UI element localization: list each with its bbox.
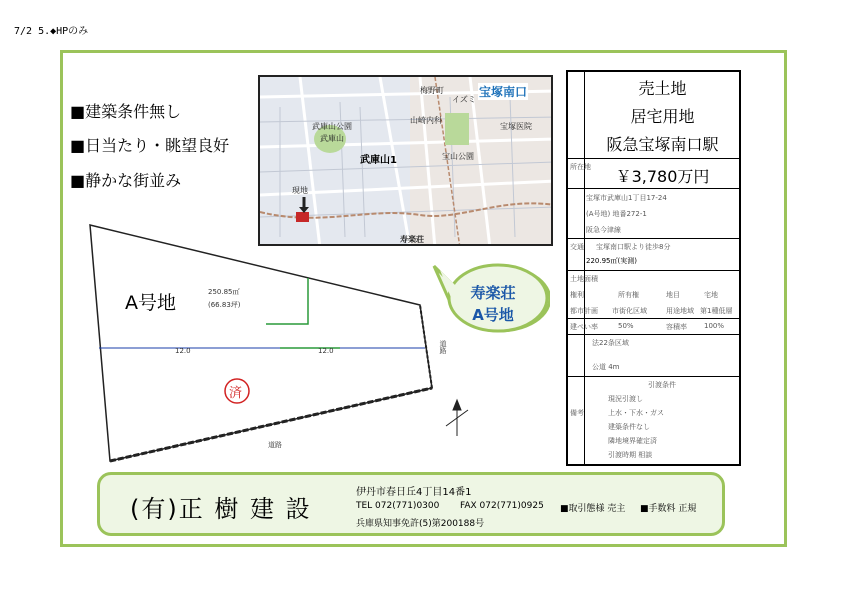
table-divider [568,318,739,319]
plot-side-road-label: 道路 [439,340,447,354]
map-label-izumi: イズミ [452,95,476,104]
company-address: 伊丹市春日丘4丁目14番1 [356,487,472,498]
table-label-remarks: 備考 [570,409,584,417]
table-remark-item: 上水・下水・ガス [608,409,664,417]
plot-dimension-left: 12.0 [175,347,191,355]
property-table [566,70,741,466]
table-remark-item: 隣地境界確定済 [608,437,657,445]
table-address: 宝塚市武庫山1丁目17-24 [586,194,667,202]
company-fee: ■手数料 正規 [640,504,697,514]
map-label-hospital: 宝塚医院 [500,122,532,131]
company-name: (有)正 樹 建 設 [130,495,312,523]
table-label-category: 地目 [666,291,680,299]
header-note: 7/2 5.◆HPのみ [14,26,89,37]
table-restrictions: 法22条区域 [592,339,629,347]
table-divider [568,376,739,377]
table-label-far: 容積率 [666,323,687,331]
plot-lot-name: A号地 [125,292,176,314]
table-divider [568,270,739,271]
table-category: 売土地 [638,79,687,98]
table-divider [568,188,739,189]
map-station-label: 宝塚南口 [479,85,528,99]
table-label-address: 所在地 [570,163,591,171]
map-label-site: 現地 [292,186,308,195]
table-city-planning: 市街化区域 [612,307,647,315]
map-label-jurakuso: 寿楽荘 [400,235,424,244]
table-label-land-area: 土地面積 [570,275,598,283]
map-label-hozan-park: 宝山公園 [442,152,474,161]
table-divider [568,334,739,335]
table-land-category: 宅地 [704,291,718,299]
feature-quiet-street: ■静かな街並み [70,171,182,190]
table-label-access: 交通 [570,243,584,251]
feature-no-building-condition: ■建築条件無し [70,102,182,121]
company-fax: FAX 072(771)0925 [460,501,544,511]
map-label-clinic: 山崎内科 [410,116,442,125]
table-remark-item: 引渡時期 相談 [608,451,653,459]
callout-line2: A号地 [472,306,514,324]
plot-road-label: 道路 [268,441,282,449]
company-tel: TEL 072(771)0300 [356,501,440,511]
map-label-park: 武庫山公園 [312,122,352,131]
table-remarks-title: 引渡条件 [648,381,676,389]
table-station: 阪急宝塚南口駅 [606,135,719,154]
company-license: 兵庫県知事免許(5)第200188号 [356,519,485,529]
table-remark-item: 建築条件なし [608,423,650,431]
callout-line1: 寿楽荘 [470,284,516,302]
plot-stamp: 済 [229,386,243,401]
table-use: 居宅用地 [630,107,695,126]
table-divider [568,238,739,239]
plot-area-sqm: 250.85㎡ [208,288,240,296]
plot-plan [80,220,480,470]
table-access: 宝塚南口駅より徒歩8分 [596,243,671,251]
table-road: 公道 4m [592,363,620,371]
table-line: 阪急今津線 [586,226,621,234]
table-price: ￥3,780万円 [615,167,710,186]
table-label-rights: 権利 [570,291,584,299]
company-deal-type: ■取引態様 売主 [560,504,626,514]
callout-text [458,282,528,326]
table-land-area: 220.95㎡(実測) [586,257,637,265]
feature-sunlight-view: ■日当たり・眺望良好 [70,136,230,155]
map-district-label: 武庫山1 [360,155,397,166]
table-label-zoning: 用途地域 [666,307,694,315]
table-zoning: 第1種低層 [700,307,733,315]
table-divider [568,158,739,159]
table-far: 100% [704,322,725,330]
table-land-rights: 所有権 [618,291,639,299]
table-lot-number: (A号地) 地番272-1 [586,210,647,218]
table-label-column-divider [584,72,585,464]
map-label-mukoyama: 武庫山 [320,134,344,143]
plot-area-tsubo: (66.83坪) [208,301,241,309]
map-label-umeno: 梅野町 [420,86,444,95]
table-label-coverage: 建ぺい率 [570,323,598,331]
table-label-city-planning: 都市計画 [570,307,598,315]
table-coverage: 50% [618,322,634,330]
table-remark-item: 現況引渡し [608,395,643,403]
plot-dimension-right: 12.0 [318,347,334,355]
